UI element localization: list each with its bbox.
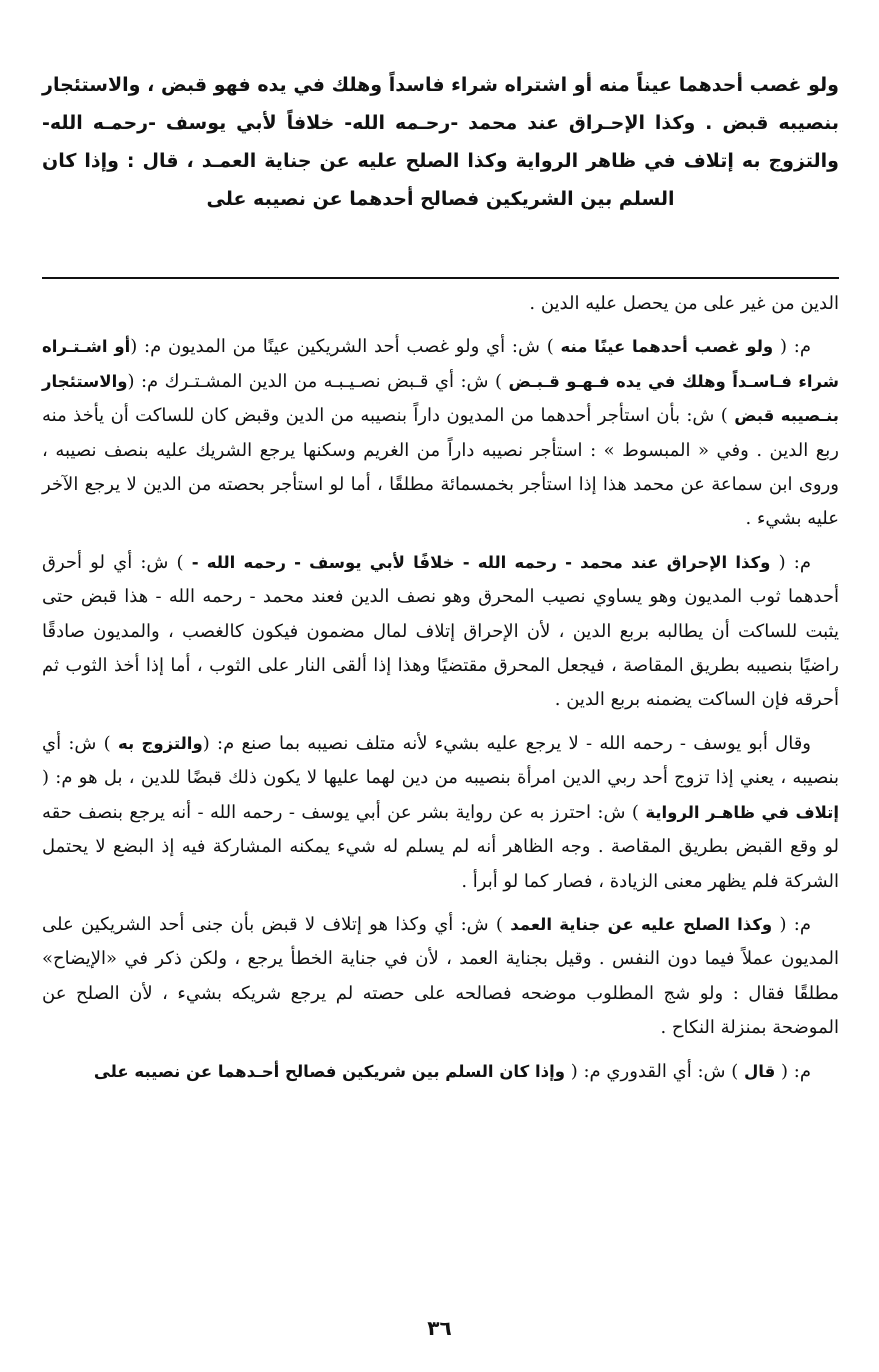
commentary-paragraph xyxy=(42,330,839,536)
quoted-matn: وكذا الصلح عليه عن جناية العمد xyxy=(510,914,773,934)
commentary-text: م: ( xyxy=(781,1060,811,1082)
quoted-matn: وكذا الإحراق عند محمد - رحمه الله - خلافًا لأبي يوسف - رحمه الله - xyxy=(191,552,771,572)
commentary-text: ) ش: أي بنصيبه ، يعني إذا تزوج أحد ربي الدين امرأة بنصيبه من دين لهما عليها لا يكون ذلك قبضًا للدين ، بل هو م: ( xyxy=(42,732,839,789)
quoted-matn: ولو غصب أحدهما عينًا منه xyxy=(560,337,774,357)
commentary-text: ) ش: أي وكذا هو إتلاف لا قبض بأن جنى أحد الشريكين على المديون عملاً فيما دون النفس . وقيل بجناية العمد ، لأن في جناية الخطأ يرجع ، ولكن ذكر في «الإيضاح» مطلقًا فقال : ولو شج المطلوب موضحه فصالحه على حصته لم يرجع شريكه بشيء ، لأن الصلح عن الموضحة بمنزلة النكاح . xyxy=(42,913,839,1039)
quoted-matn: إتلاف في ظاهـر الرواية xyxy=(645,802,839,822)
commentary-text: م: ( xyxy=(779,913,812,935)
commentary-paragraph xyxy=(42,908,839,1046)
quoted-matn: قال xyxy=(743,1061,776,1081)
quoted-matn: أو اشـتـراه شراء فـاسـداً وهلك في يده فـهـو قـبـض xyxy=(42,337,839,391)
commentary-text: ) ش: أي ولو غصب أحد الشريكين عينًا من المديون م: ( xyxy=(130,336,554,358)
separator-line xyxy=(42,277,839,279)
page-number: ٣٦ xyxy=(427,1316,452,1340)
main-text-block: ولو غصب أحدهما عيناً منه أو اشتراه شراء فاسداً وهلك في يده فهو قبض ، والاستئجار بنصيبه قبض . وكذا الإحـراق عند محمد -رحـمه الله- خلافاً لأبي يوسف -رحمـه الله- والتزوج به إتلاف في ظاهر الرواية وكذا الصلح عليه عن جناية العمـد ، قال : وإذا كان السلم بين الشريكين فصالح أحدهما عن نصيبه على xyxy=(42,74,839,210)
commentary-text: ) ش: أي القدوري م: ( xyxy=(570,1060,739,1082)
commentary-text: وقال أبو يوسف - رحمه الله - لا يرجع عليه بشيء لأنه متلف نصيبه بما صنع م: ( xyxy=(202,732,811,754)
commentary-paragraph xyxy=(42,1055,839,1089)
commentary-text: م: ( xyxy=(778,551,811,573)
commentary-text: ) ش: أي لو أحرق أحدهما ثوب المديون وهو يساوي نصيب المحرق وهو نصف الدين فعند محمد - رحمه الله - هذا قبض حتى يثبت للساكت أن يطالبه بربع الدين ، لأن الإحراق إتلاف لمال مضمون فيكون كالغصب ، والمديون صادقًا راضيًا بنصيبه بطريق المقاصة ، فيجعل المحرق مقتضيًا وهذا إذا ألقى النار على الثوب ، أما إذا أخذ الثوب ثم أحرقه فإن الساكت يضمنه بربع الدين . xyxy=(42,551,839,711)
commentary-text: ) ش: أي قـبض نصـيـبـه من الدين المشـتـرك م: ( xyxy=(127,370,502,392)
quoted-matn: والاستئجار بنـصيبه قبض xyxy=(42,371,840,426)
commentary-text: ) ش: احترز به عن رواية بشر عن أبي يوسف - رحمه الله - أنه يرجع بنصف حقه لو وقع القبض بطريق المقاصة . وجه الظاهر أنه لم يسلم له شيء يمكنه المشاركة فيه إذ البضع لا يحتمل الشركة فلم يظهر معنى الزيادة ، فصار كما لو أبرأ . xyxy=(42,801,839,892)
commentary-paragraph xyxy=(42,546,839,718)
commentary-text: الدين من غير على من يحصل عليه الدين . xyxy=(529,293,839,314)
commentary-paragraph xyxy=(42,727,839,899)
commentary-text: ) ش: بأن استأجر أحدهما من المديون داراً بنصيبه من الدين وقبض كان للساكت أن يأخذ منه ربع الدين . وفي « المبسوط » : استأجر نصيبه داراً من الغريم وسكنها يرجع الشريك عليه بنصف نصيبه ، وروى ابن سماعة عن محمد هذا إذا استأجر بخمسمائة مطلقًا ، أما لو استأجر بحصته من الدين لا يرجع الآخر عليه بشيء . xyxy=(42,405,839,530)
quoted-matn: وإذا كان السلم بين شريكين فصالح أحـدهما عن نصيبه على xyxy=(93,1061,565,1081)
quoted-matn: والتزوج به xyxy=(117,733,203,753)
commentary-text: م: ( xyxy=(779,336,811,358)
commentary-block xyxy=(42,287,839,1098)
commentary-paragraph xyxy=(42,287,839,321)
